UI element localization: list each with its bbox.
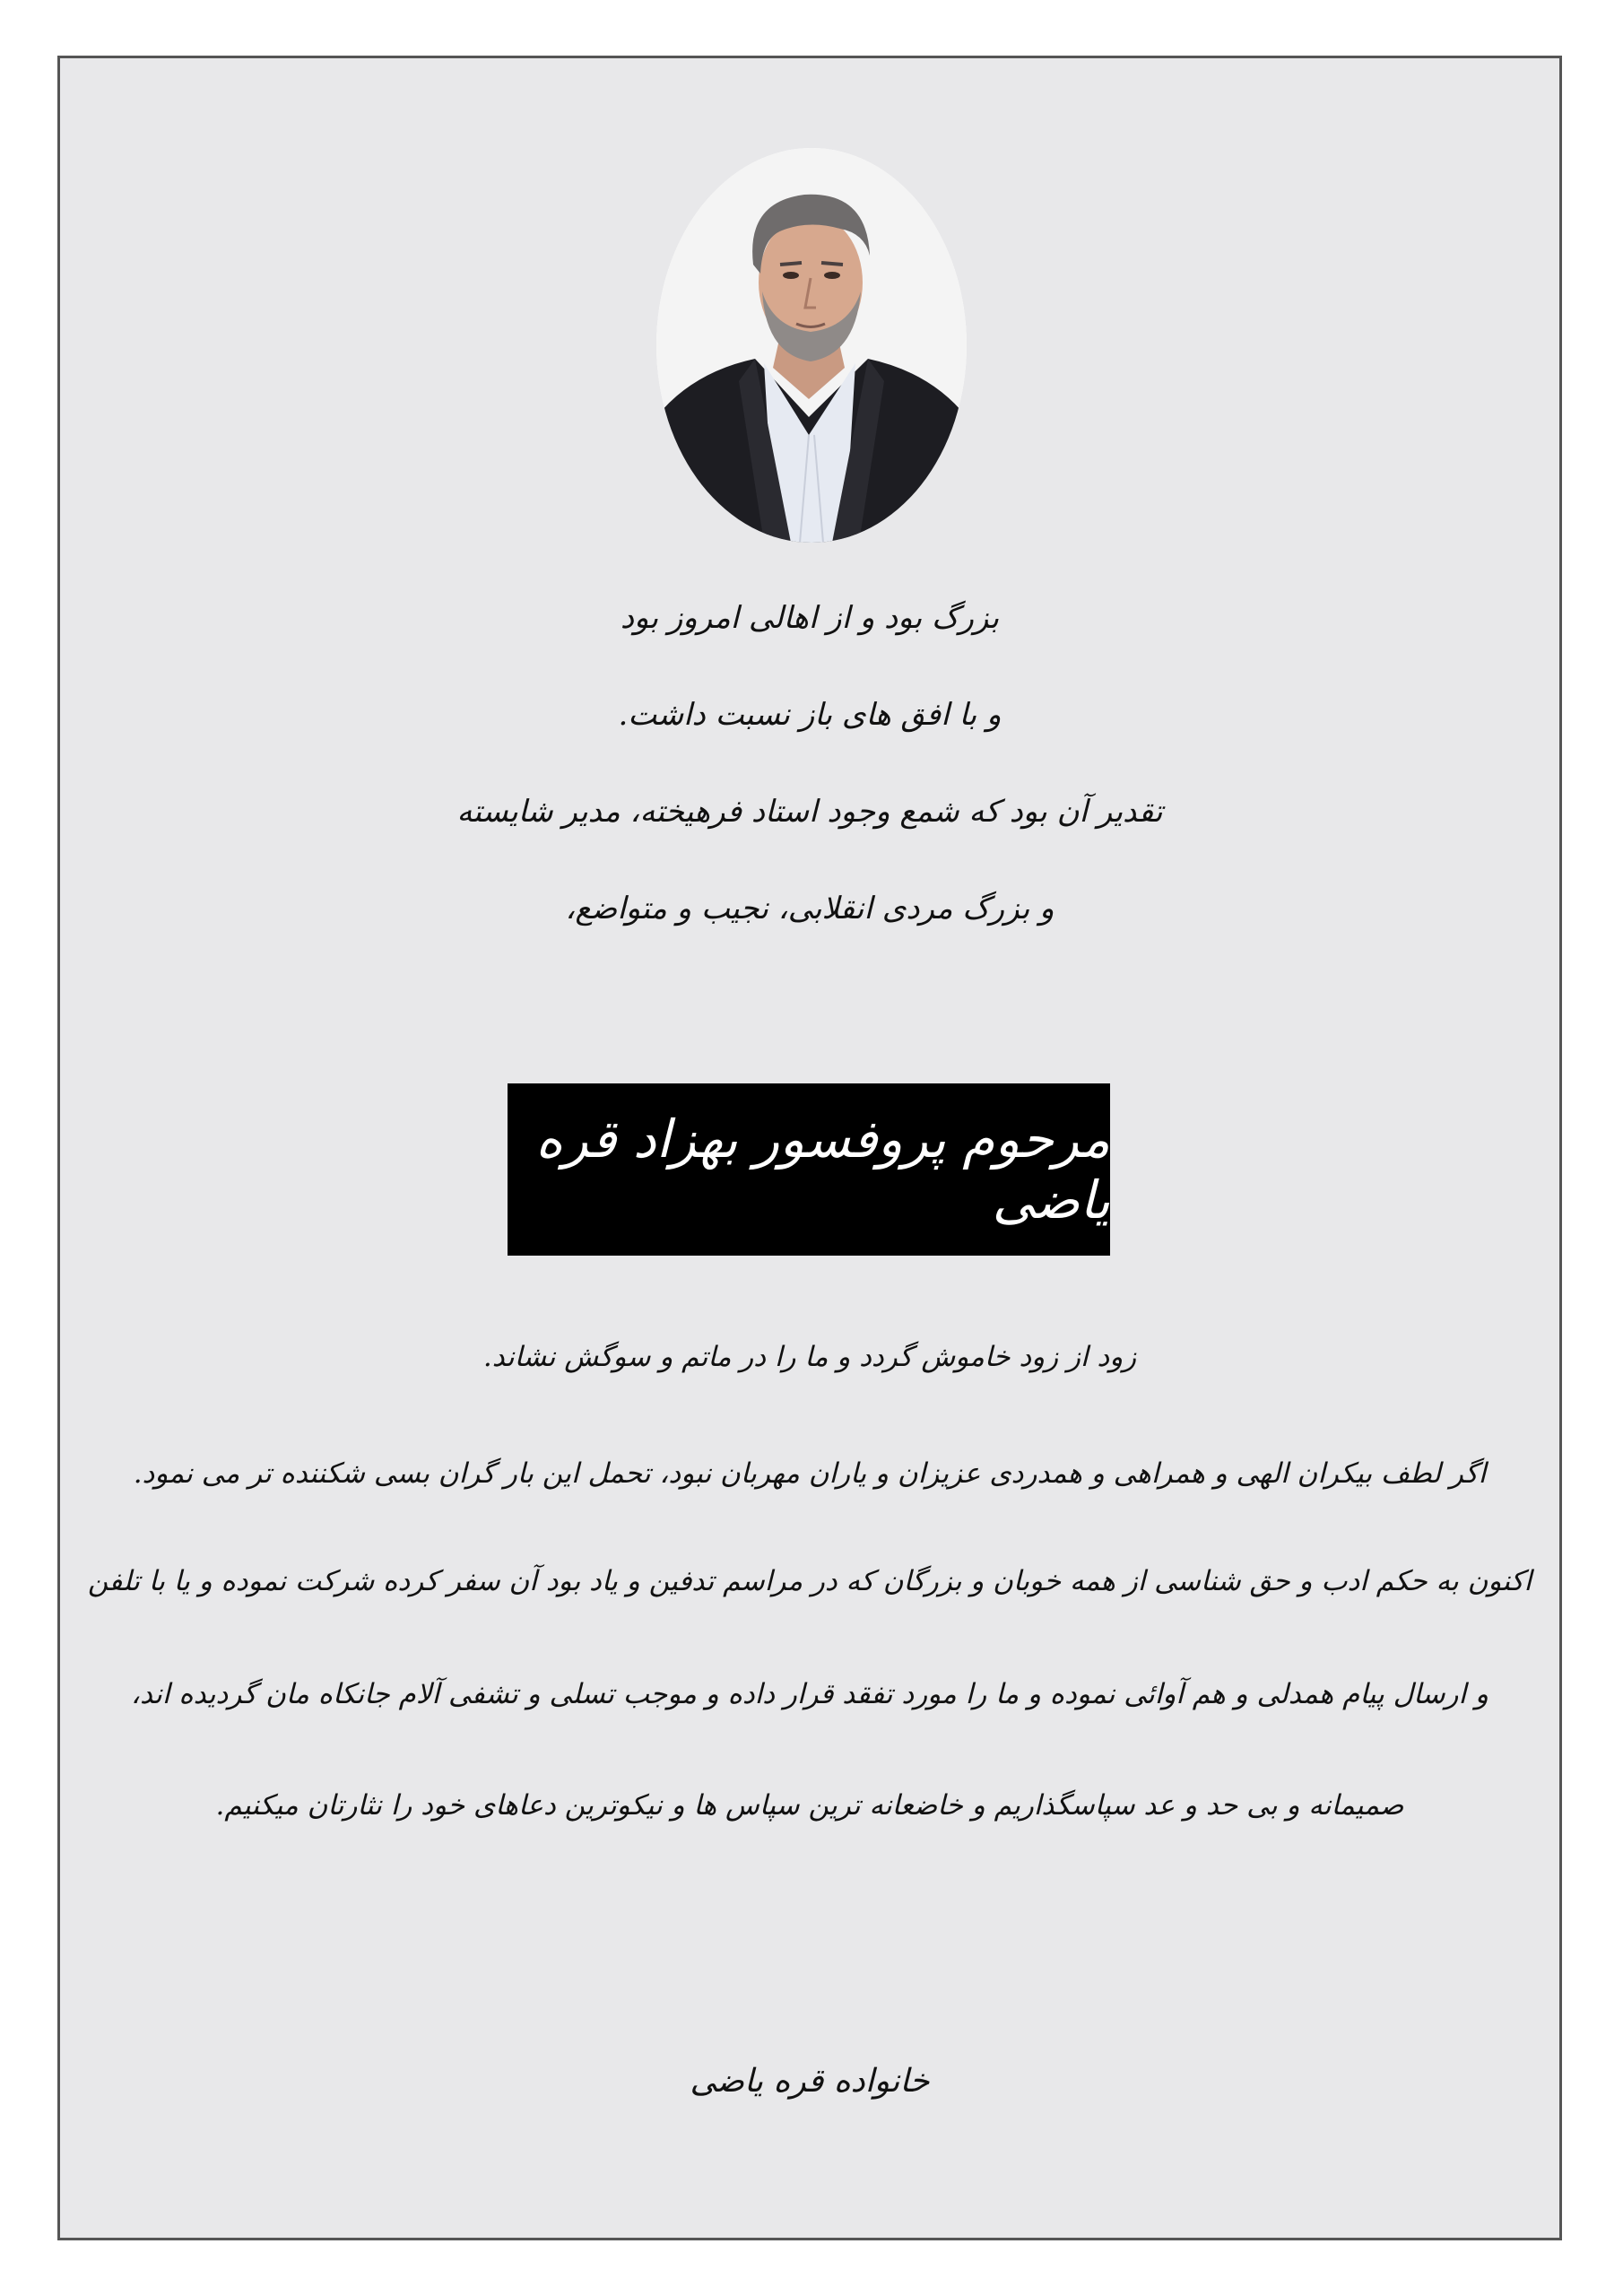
poem-line-4: و بزرگ مردی انقلابی، نجیب و متواضع، xyxy=(565,891,1055,926)
portrait-photo xyxy=(656,148,967,543)
message-line-4: و ارسال پیام همدلی و هم آوائی نموده و ما را مورد تفقد قرار داده و موجب تسلی و تشفی آلام جانکاه مان گردیده اند، xyxy=(131,1678,1488,1710)
poem-line-2: و با افق های باز نسبت داشت. xyxy=(618,697,1002,733)
poem-line-3: تقدیر آن بود که شمع وجود استاد فرهیخته، مدیر شایسته xyxy=(456,794,1163,830)
message-line-3: اکنون به حکم ادب و حق شناسی از همه خوبان و بزرگان که در مراسم تدفین و یاد بود آن سفر کرده شرکت نموده و یا با تلفن xyxy=(87,1565,1532,1597)
signature: خانواده قره یاضی xyxy=(690,2063,930,2100)
message-line-2: اگر لطف بیکران الهی و همراهی و همدردی عزیزان و یاران مهربان نبود، تحمل این بار گران بسی شکننده تر می نمود. xyxy=(133,1457,1487,1490)
poem-line-1: بزرگ بود و از اهالی امروز بود xyxy=(620,600,1000,636)
name-banner xyxy=(508,1083,1110,1256)
message-line-1: زود از زود خاموش گردد و ما را در ماتم و سوگش نشاند. xyxy=(482,1341,1137,1373)
message-line-5: صمیمانه و بی حد و عد سپاسگذاریم و خاضعانه ترین سپاس ها و نیکوترین دعاهای خود را نثارتان میکنیم. xyxy=(215,1789,1404,1822)
name-banner-text: مرحوم پروفسور بهزاد قره یاضی xyxy=(535,1109,1110,1231)
condolence-notice xyxy=(57,56,1562,2240)
